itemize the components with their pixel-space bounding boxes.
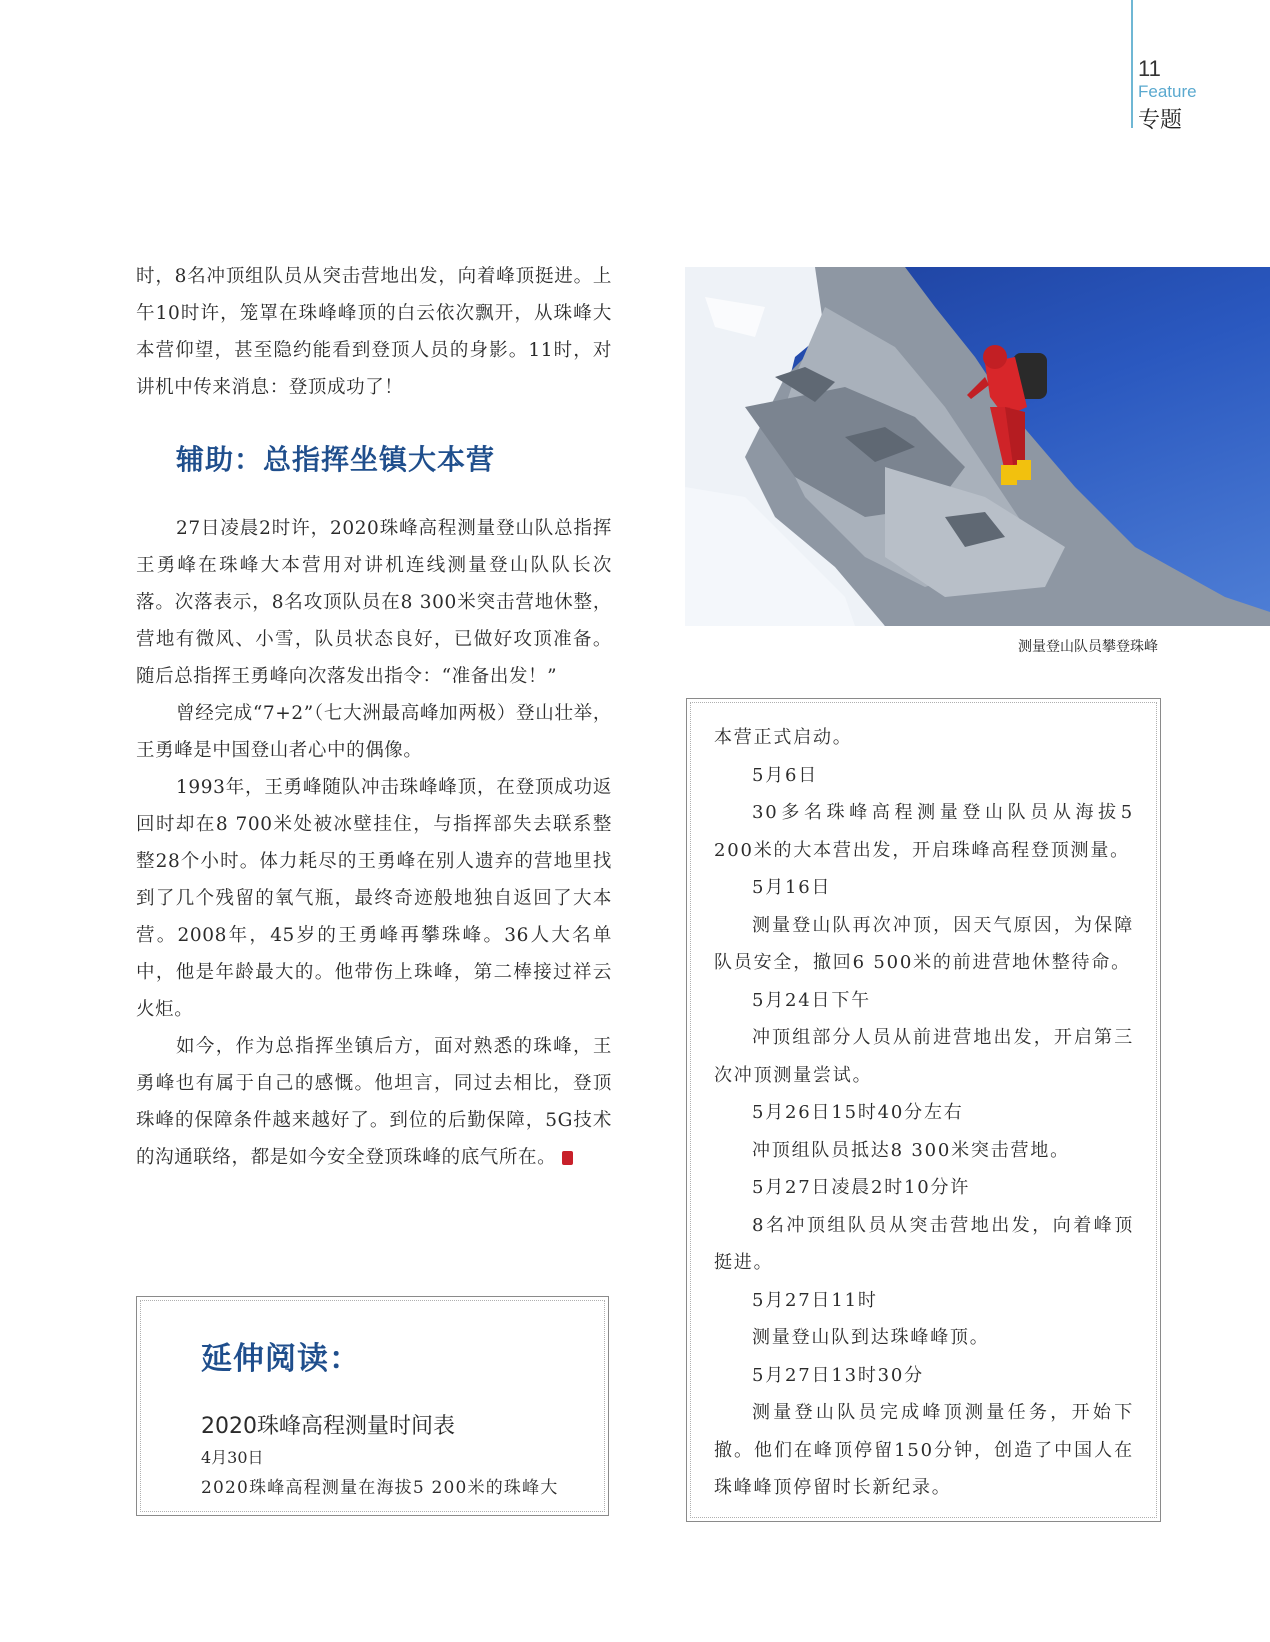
section-label-cn: 专题 xyxy=(1138,108,1183,133)
section-label-en: Feature xyxy=(1138,82,1197,101)
extended-reading-box xyxy=(136,1296,609,1516)
header-rule xyxy=(1131,0,1133,128)
timeline-date: 5月16日 xyxy=(752,877,832,898)
paragraph: 曾经完成“7+2”（七大洲最高峰加两极）登山壮举，王勇峰是中国登山者心中的偶像。 xyxy=(136,703,612,761)
page-number: 11 xyxy=(1138,56,1161,81)
photo-caption: 测量登山队员攀登珠峰 xyxy=(1018,639,1158,655)
timeline-text: 30多名珠峰高程测量登山队员从海拔5 200米的大本营出发，开启珠峰高程登顶测量。 xyxy=(714,802,1134,861)
paragraph: 1993年，王勇峰随队冲击珠峰峰顶，在登顶成功返回时却在8 700米处被冰壁挂住，与指挥部失去联系整整28个小时。体力耗尽的王勇峰在别人遗弃的营地里找到了几个残留的氧气瓶，最终奇迹般地独自返回了大本营。2008年，45岁的王勇峰再攀珠峰。36人大名单中，他是年龄最大的。他带伤上珠峰，第二棒接过祥云火炬。 xyxy=(136,777,612,1020)
timeline-text: 测量登山队员完成峰顶测量任务，开始下撤。他们在峰顶停留150分钟，创造了中国人在珠峰峰顶停留时长新纪录。 xyxy=(714,1402,1134,1498)
section-heading: 辅助：总指挥坐镇大本营 xyxy=(176,443,496,476)
timeline-date: 5月6日 xyxy=(752,764,819,786)
paragraph-text: 如今，作为总指挥坐镇后方，面对熟悉的珠峰，王勇峰也有属于自己的感慨。他坦言，同过去相比，登顶珠峰的保障条件越来越好了。到位的后勤保障，5G技术的沟通联络，都是如今安全登顶珠峰的底气所在。 xyxy=(136,1036,612,1168)
article-body xyxy=(136,258,612,1176)
timeline-text: 本营正式启动。 xyxy=(714,727,853,748)
timeline-text: 8名冲顶组队员从突击营地出发，向着峰顶挺进。 xyxy=(714,1214,1134,1273)
timeline-list xyxy=(714,719,1134,1507)
paragraph: 27日凌晨2时许，2020珠峰高程测量登山队总指挥王勇峰在珠峰大本营用对讲机连线测量登山队队长次落。次落表示，8名攻顶队员在8 300米突击营地休整，营地有微风、小雪，队员状态良好，已做好攻顶准备。随后总指挥王勇峰向次落发出指令：“准备出发！” xyxy=(136,518,612,687)
timeline-text: 测量登山队再次冲顶，因天气原因，为保障队员安全，撤回6 500米的前进营地休整待命。 xyxy=(714,914,1134,973)
climber-photo xyxy=(685,267,1270,626)
timeline-text: 测量登山队到达珠峰峰顶。 xyxy=(752,1327,990,1348)
timeline-date: 4月30日 xyxy=(201,1448,264,1467)
timeline-date: 5月27日11时 xyxy=(752,1289,878,1311)
timeline-date: 5月27日13时30分 xyxy=(752,1364,924,1386)
timeline-date: 5月26日15时40分左右 xyxy=(752,1102,964,1123)
climber-photo-illustration xyxy=(685,267,1270,626)
timeline-date: 5月24日下午 xyxy=(752,989,871,1011)
timeline-box xyxy=(686,698,1161,1522)
timeline-text: 2020珠峰高程测量在海拔5 200米的珠峰大 xyxy=(201,1478,559,1498)
extended-reading-title: 延伸阅读： xyxy=(201,1341,361,1377)
paragraph: 时，8名冲顶组队员从突击营地出发，向着峰顶挺进。上午10时许，笼罩在珠峰峰顶的白云依次飘开，从珠峰大本营仰望，甚至隐约能看到登顶人员的身影。11时，对讲机中传来消息：登顶成功了！ xyxy=(136,266,612,398)
timeline-date: 5月27日凌晨2时10分许 xyxy=(752,1177,971,1198)
timeline-text: 冲顶组部分人员从前进营地出发，开启第三次冲顶测量尝试。 xyxy=(714,1027,1134,1086)
timeline-title: 2020珠峰高程测量时间表 xyxy=(201,1414,455,1439)
timeline-text: 冲顶组队员抵达8 300米突击营地。 xyxy=(752,1139,1070,1161)
paragraph-last xyxy=(136,1028,612,1176)
end-mark-icon: S xyxy=(562,1151,573,1165)
